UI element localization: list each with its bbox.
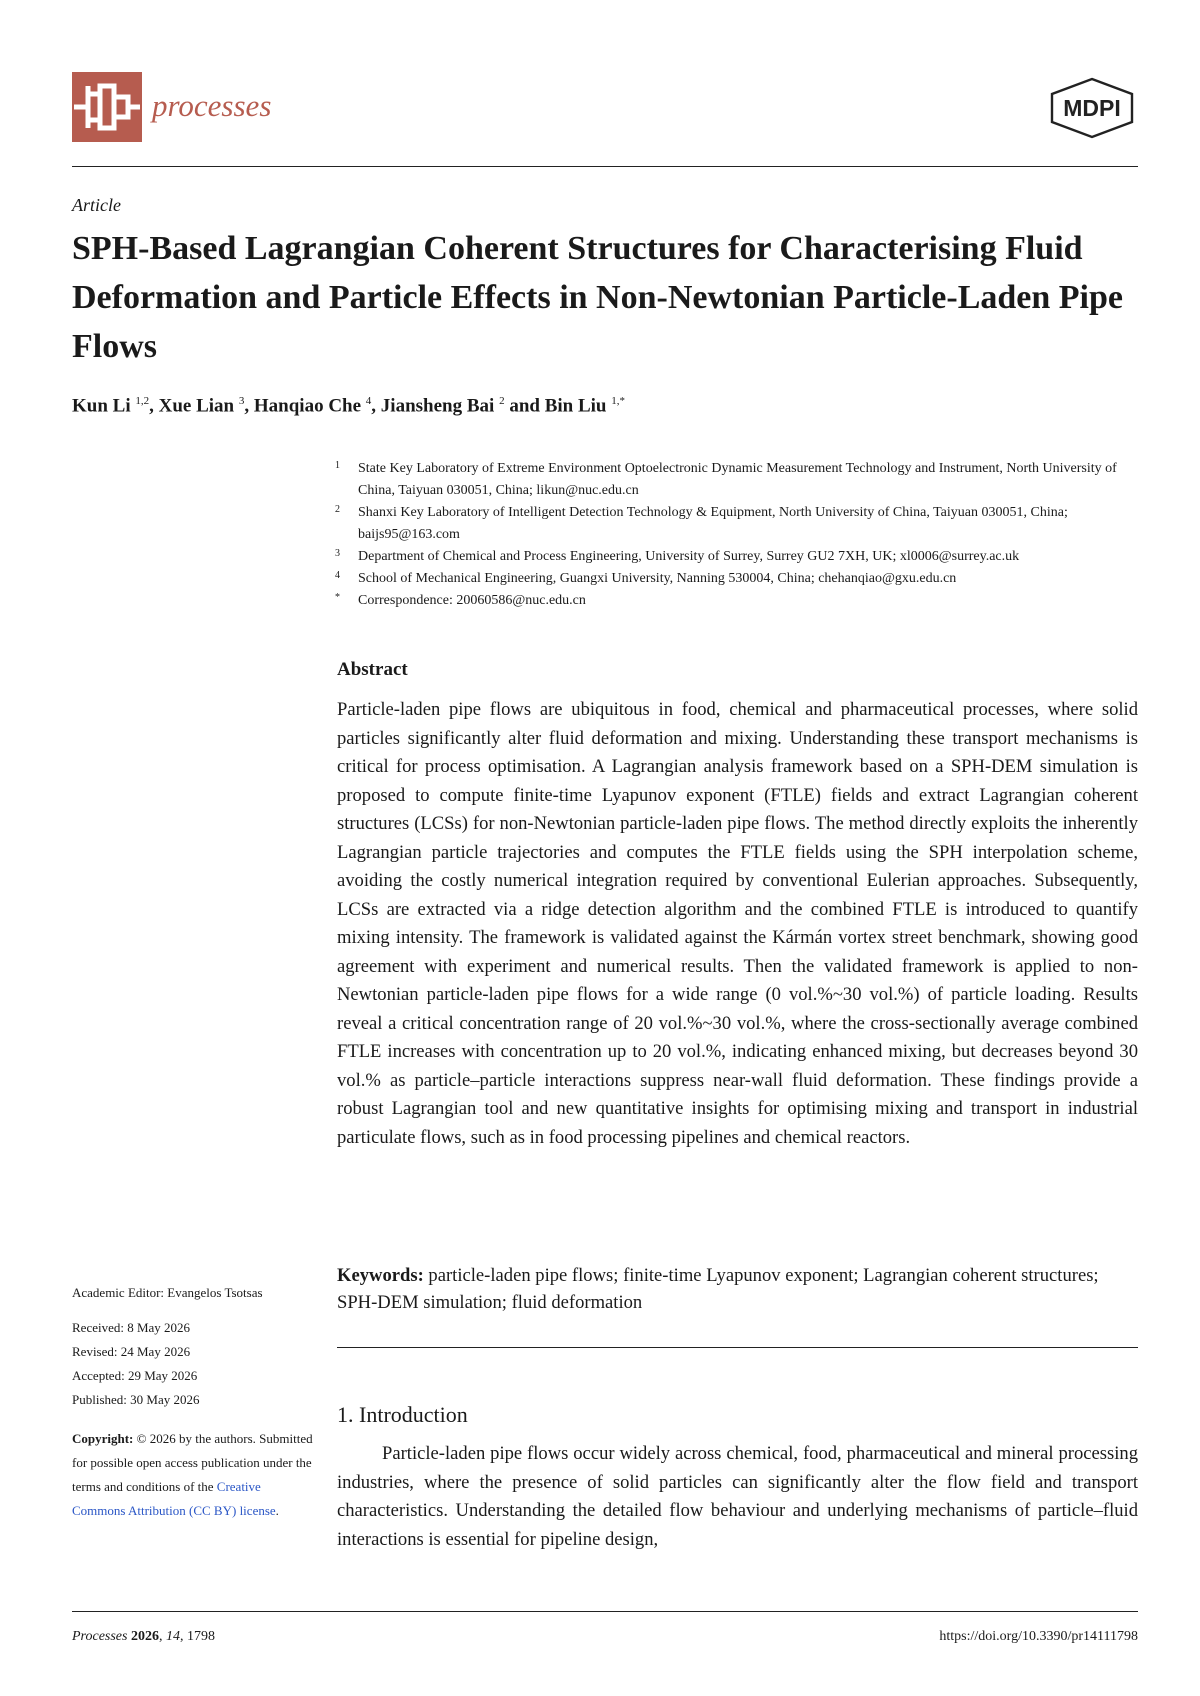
affiliation-mark: 3 [335, 548, 340, 559]
keywords [337, 1262, 1138, 1316]
footer-citation: Processes 2026, 14, 1798 [72, 1629, 215, 1644]
affiliation-text: School of Mechanical Engineering, Guangxi University, Nanning 530004, China; chehanqiao@gxu.edu.cn [358, 571, 957, 586]
publisher-name: MDPI [1063, 95, 1121, 121]
author-name[interactable]: Jiansheng Bai [380, 395, 495, 417]
license-link[interactable]: Creative Commons Attribution (CC BY) license [72, 1479, 276, 1518]
academic-editor: Academic Editor: Evangelos Tsotsas [72, 1285, 263, 1300]
copyright-text: © 2026 by the authors. Submitted for possible open access publication under the terms and conditions of the [72, 1431, 313, 1494]
affiliation-item [335, 568, 1135, 590]
footer-volume: 14 [165, 1629, 180, 1644]
author-name[interactable]: Xue Lian [158, 395, 235, 417]
journal-name[interactable]: processes [152, 88, 272, 123]
article-type: Article [72, 195, 121, 215]
author-name[interactable]: Hanqiao Che [253, 395, 362, 417]
footer-year: 2026 [130, 1629, 159, 1644]
affiliations [335, 458, 1135, 612]
keywords-rule [337, 1347, 1138, 1348]
affiliation-item [335, 502, 1135, 546]
affiliation-item [335, 590, 1135, 612]
introduction-heading: 1. Introduction [337, 1402, 468, 1427]
published-date: Published: 30 May 2026 [72, 1392, 200, 1407]
author-list [72, 395, 1138, 417]
author-separator: , [149, 395, 159, 417]
affiliation-mark: 4 [335, 570, 340, 581]
affiliation-text: Department of Chemical and Process Engineering, University of Surrey, Surrey GU2 7XH, UK; xl0006@surrey.ac.uk [358, 549, 1020, 564]
footer-article: 1798 [186, 1629, 215, 1644]
revised-date: Revised: 24 May 2026 [72, 1344, 191, 1359]
affiliation-mark: 1 [335, 460, 340, 471]
author-affiliation-mark: 2 [499, 395, 505, 407]
author-name[interactable]: Kun Li [72, 395, 131, 417]
footer-rule [72, 1611, 1138, 1612]
keywords-label: Keywords: [337, 1265, 424, 1286]
doi-link[interactable]: https://doi.org/10.3390/pr14111798 [939, 1629, 1138, 1644]
copyright-label: Copyright: [72, 1431, 134, 1446]
keywords-text: particle-laden pipe flows; finite-time Lyapunov exponent; Lagrangian coherent structures; SPH-DEM simulation; fluid deformation [337, 1265, 1099, 1313]
affiliation-mark: * [335, 592, 340, 603]
affiliation-mark: 2 [335, 504, 340, 515]
author-affiliation-mark: 1,2 [135, 395, 150, 407]
abstract-heading: Abstract [337, 659, 408, 680]
affiliation-text: Shanxi Key Laboratory of Intelligent Detection Technology & Equipment, North University of China, Taiyuan 030051, China; baijs95@163.com [358, 505, 1068, 542]
author-separator: , [244, 395, 254, 417]
author-affiliation-mark: 1,* [611, 395, 625, 407]
abstract-text: Particle-laden pipe flows are ubiquitous in food, chemical and pharmaceutical processes, where solid particles significantly alter fluid deformation and mixing. Understanding these transport mechanisms is critical for process optimisation. A Lagrangian analysis framework based on a SPH-DEM simulation is proposed to compute finite-time Lyapunov exponent (FTLE) fields and extract Lagrangian coherent structures (LCSs) for non-Newtonian particle-laden pipe flows. The method directly exploits the inherently Lagrangian particle trajectories and computes the FTLE fields using the SPH interpolation scheme, avoiding the costly numerical integration required by conventional Eulerian approaches. Subsequently, LCSs are extracted via a ridge detection algorithm and the combined FTLE is introduced to quantify mixing intensity. The framework is validated against the Kármán vortex street benchmark, showing good agreement with experiment and numerical results. Then the validated framework is applied to non-Newtonian particle-laden pipe flows for a wide range (0 vol.%~30 vol.%) of particle loading. Results reveal a critical concentration range of 20 vol.%~30 vol.%, where the cross-sectionally average combined FTLE increases with concentration up to 20 vol.%, indicating enhanced mixing, but decreases beyond 30 vol.% as particle–particle interactions suppress near-wall fluid deformation. These findings provide a robust Lagrangian tool and new quantitative insights for optimising mixing and transport in industrial particulate flows, such as in food processing pipelines and chemical reactors. [337, 699, 1138, 1148]
mdpi-logo-icon [1046, 76, 1138, 140]
copyright-notice [72, 1427, 317, 1523]
author-affiliation-mark: 3 [238, 395, 245, 407]
accepted-date: Accepted: 29 May 2026 [72, 1368, 198, 1383]
author-name[interactable]: Bin Liu [544, 395, 607, 417]
license-end: . [275, 1503, 279, 1518]
journal-logo-icon [72, 72, 142, 142]
author-separator: and [504, 395, 545, 417]
received-date: Received: 8 May 2026 [72, 1320, 191, 1335]
author-separator: , [371, 395, 381, 417]
paper-title: SPH-Based Lagrangian Coherent Structures for Characterising Fluid Deformation and Particle Effects in Non-Newtonian Particle-Laden Pipe Flows [72, 230, 1123, 365]
header-rule [72, 166, 1138, 167]
affiliation-text: State Key Laboratory of Extreme Environment Optoelectronic Dynamic Measurement Technology and Instrument, North University of China, Taiyuan 030051, China; likun@nuc.edu.cn [358, 461, 1117, 498]
affiliation-text: Correspondence: 20060586@nuc.edu.cn [358, 593, 586, 608]
introduction-text: Particle-laden pipe flows occur widely across chemical, food, pharmaceutical and mineral processing industries, where the presence of solid particles can significantly alter the flow field and transport characteristics. Understanding the detailed flow behaviour and underlying mechanisms of particle–fluid interactions is essential for pipeline design, [337, 1443, 1138, 1550]
author-affiliation-mark: 4 [365, 395, 372, 407]
affiliation-item [335, 458, 1135, 502]
affiliation-item [335, 546, 1135, 568]
footer-journal: Processes [72, 1629, 128, 1644]
